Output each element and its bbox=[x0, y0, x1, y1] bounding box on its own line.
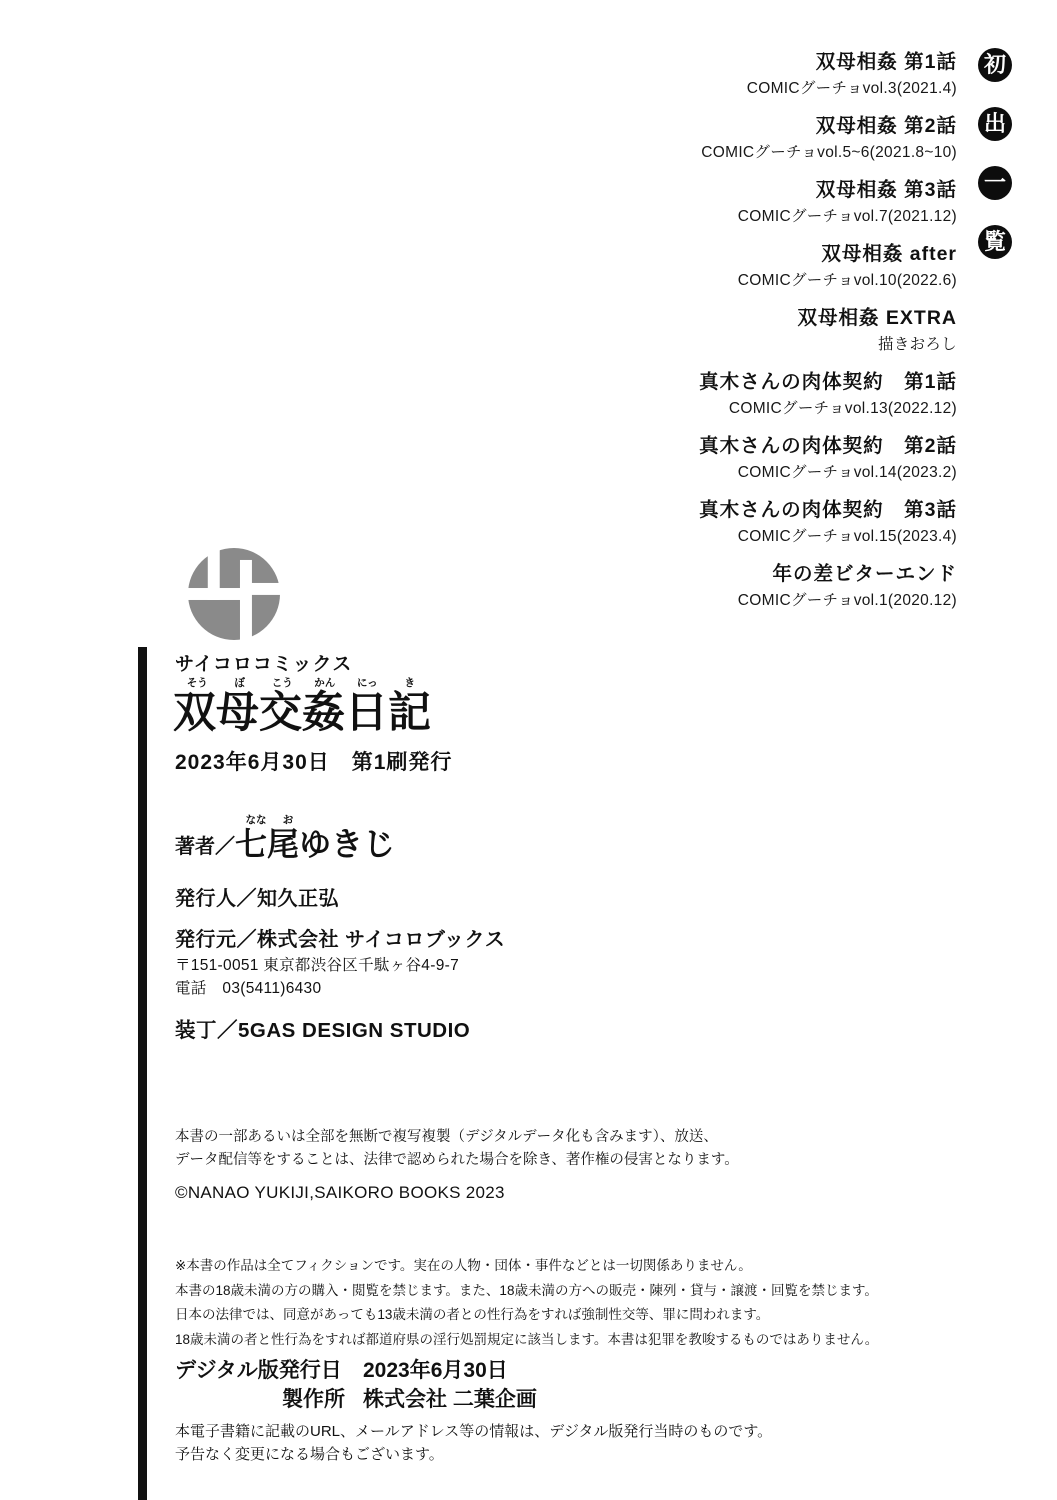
saikoro-books-logo-icon bbox=[188, 548, 280, 640]
publication-item bbox=[337, 371, 957, 418]
digital-note-block bbox=[175, 1420, 772, 1466]
publication-source: COMICグーチョvol.7(2021.12) bbox=[737, 208, 957, 225]
book-title: 双母交姦日記 bbox=[173, 689, 431, 737]
digital-edition-block bbox=[175, 1356, 537, 1414]
publication-title: 真木さんの肉体契約 第3話 bbox=[699, 499, 957, 521]
author-label: 著者／ bbox=[175, 836, 235, 858]
publication-title: 年の差ビターエンド bbox=[772, 563, 957, 585]
copyright-notice-line: 本書の一部あるいは全部を無断で複写複製（デジタルデータ化も含みます）、放送、 bbox=[175, 1129, 718, 1145]
publication-source: COMICグーチョvol.1(2020.12) bbox=[737, 592, 957, 609]
furigana: き bbox=[404, 677, 415, 689]
publication-title: 双母相姦 after bbox=[821, 243, 957, 265]
author-line bbox=[175, 825, 395, 863]
seal-badge: 出 bbox=[978, 107, 1012, 141]
digital-date-label: デジタル版発行日 bbox=[175, 1359, 342, 1382]
furigana: にっ bbox=[356, 677, 378, 689]
digital-date-value: 2023年6月30日 bbox=[363, 1359, 508, 1382]
publication-item bbox=[337, 499, 957, 546]
publication-source: COMICグーチョvol.3(2021.4) bbox=[746, 80, 957, 97]
digital-producer-row bbox=[175, 1385, 537, 1414]
disclaimer-block bbox=[175, 1254, 878, 1352]
author-name: 七尾ゆきじ bbox=[235, 826, 396, 862]
furigana: かん bbox=[314, 677, 336, 689]
furigana: こう bbox=[271, 677, 293, 689]
copyright-notice bbox=[175, 1126, 739, 1172]
publication-source: COMICグーチョvol.14(2023.2) bbox=[737, 464, 957, 481]
publication-title: 真木さんの肉体契約 第1話 bbox=[699, 371, 957, 393]
left-vertical-rule bbox=[138, 647, 147, 1500]
publication-item bbox=[337, 115, 957, 162]
publication-item bbox=[337, 307, 957, 354]
disclaimer-line: 18歳未満の者と性行為をすれば都道府県の淫行処罰規定に該当します。本書は犯罪を教唆するものではありません。 bbox=[175, 1331, 879, 1347]
seal-badge: 一 bbox=[978, 166, 1012, 200]
publication-title: 双母相姦 第2話 bbox=[815, 115, 957, 137]
publication-title: 双母相姦 第3話 bbox=[815, 179, 957, 201]
digital-date-row bbox=[175, 1356, 537, 1385]
publication-source: COMICグーチョvol.5~6(2021.8~10) bbox=[701, 144, 957, 161]
publication-source: COMICグーチョvol.13(2022.12) bbox=[728, 400, 957, 417]
publication-source: COMICグーチョvol.10(2022.6) bbox=[737, 272, 957, 289]
seal-badge: 覧 bbox=[978, 225, 1012, 259]
digital-note-line: 予告なく変更になる場合もございます。 bbox=[175, 1446, 444, 1463]
publication-history-list bbox=[337, 51, 957, 627]
seal-badge: 初 bbox=[978, 48, 1012, 82]
furigana: なな bbox=[245, 814, 267, 826]
publication-source: COMICグーチョvol.15(2023.4) bbox=[737, 528, 957, 545]
publication-item bbox=[337, 563, 957, 610]
copyright-credit: ©NANAO YUKIJI,SAIKORO BOOKS 2023 bbox=[175, 1183, 505, 1202]
publisher-phone: 電話 03(5411)6430 bbox=[175, 980, 322, 997]
imprint-label: サイコロコミックス bbox=[175, 654, 353, 675]
publication-item bbox=[337, 435, 957, 482]
publication-source: 描きおろし bbox=[877, 336, 957, 353]
digital-producer-label: 製作所 bbox=[282, 1388, 345, 1411]
publisher-person-line: 発行人／知久正弘 bbox=[175, 888, 339, 910]
publication-item bbox=[337, 179, 957, 226]
publication-title: 双母相姦 EXTRA bbox=[797, 307, 957, 329]
digital-note-line: 本電子書籍に記載のURL、メールアドレス等の情報は、デジタル版発行当時のものです。 bbox=[175, 1423, 773, 1440]
furigana: お bbox=[282, 814, 294, 826]
disclaimer-line: 本書の18歳未満の方の購入・閲覧を禁じます。また、18歳未満の方への販売・陳列・貸与・譲渡・回覧を禁じます。 bbox=[175, 1282, 878, 1298]
design-credit-line: 装丁／5GAS DESIGN STUDIO bbox=[175, 1019, 471, 1042]
publisher-address: 〒151-0051 東京都渋谷区千駄ヶ谷4-9-7 bbox=[175, 957, 459, 974]
publisher-line: 発行元／株式会社 サイコロブックス bbox=[175, 929, 506, 951]
furigana: そう bbox=[186, 677, 208, 689]
publication-title: 双母相姦 第1話 bbox=[815, 51, 957, 73]
print-edition-date: 2023年6月30日 第1刷発行 bbox=[175, 751, 453, 774]
first-publication-seal-column bbox=[978, 48, 1012, 259]
publication-item bbox=[337, 243, 957, 290]
disclaimer-line: 日本の法律では、同意があっても13歳未満の者との性行為をすれば強制性交等、罪に問われます。 bbox=[175, 1307, 770, 1322]
copyright-notice-line: データ配信等をすることは、法律で認められた場合を除き、著作権の侵害となります。 bbox=[175, 1152, 739, 1168]
digital-producer-value: 株式会社 二葉企画 bbox=[363, 1388, 537, 1411]
disclaimer-line: ※本書の作品は全てフィクションです。実在の人物・団体・事件などとは一切関係ありません。 bbox=[175, 1258, 752, 1273]
furigana: ぼ bbox=[234, 677, 245, 689]
publication-title: 真木さんの肉体契約 第2話 bbox=[699, 435, 957, 457]
publication-item bbox=[337, 51, 957, 98]
